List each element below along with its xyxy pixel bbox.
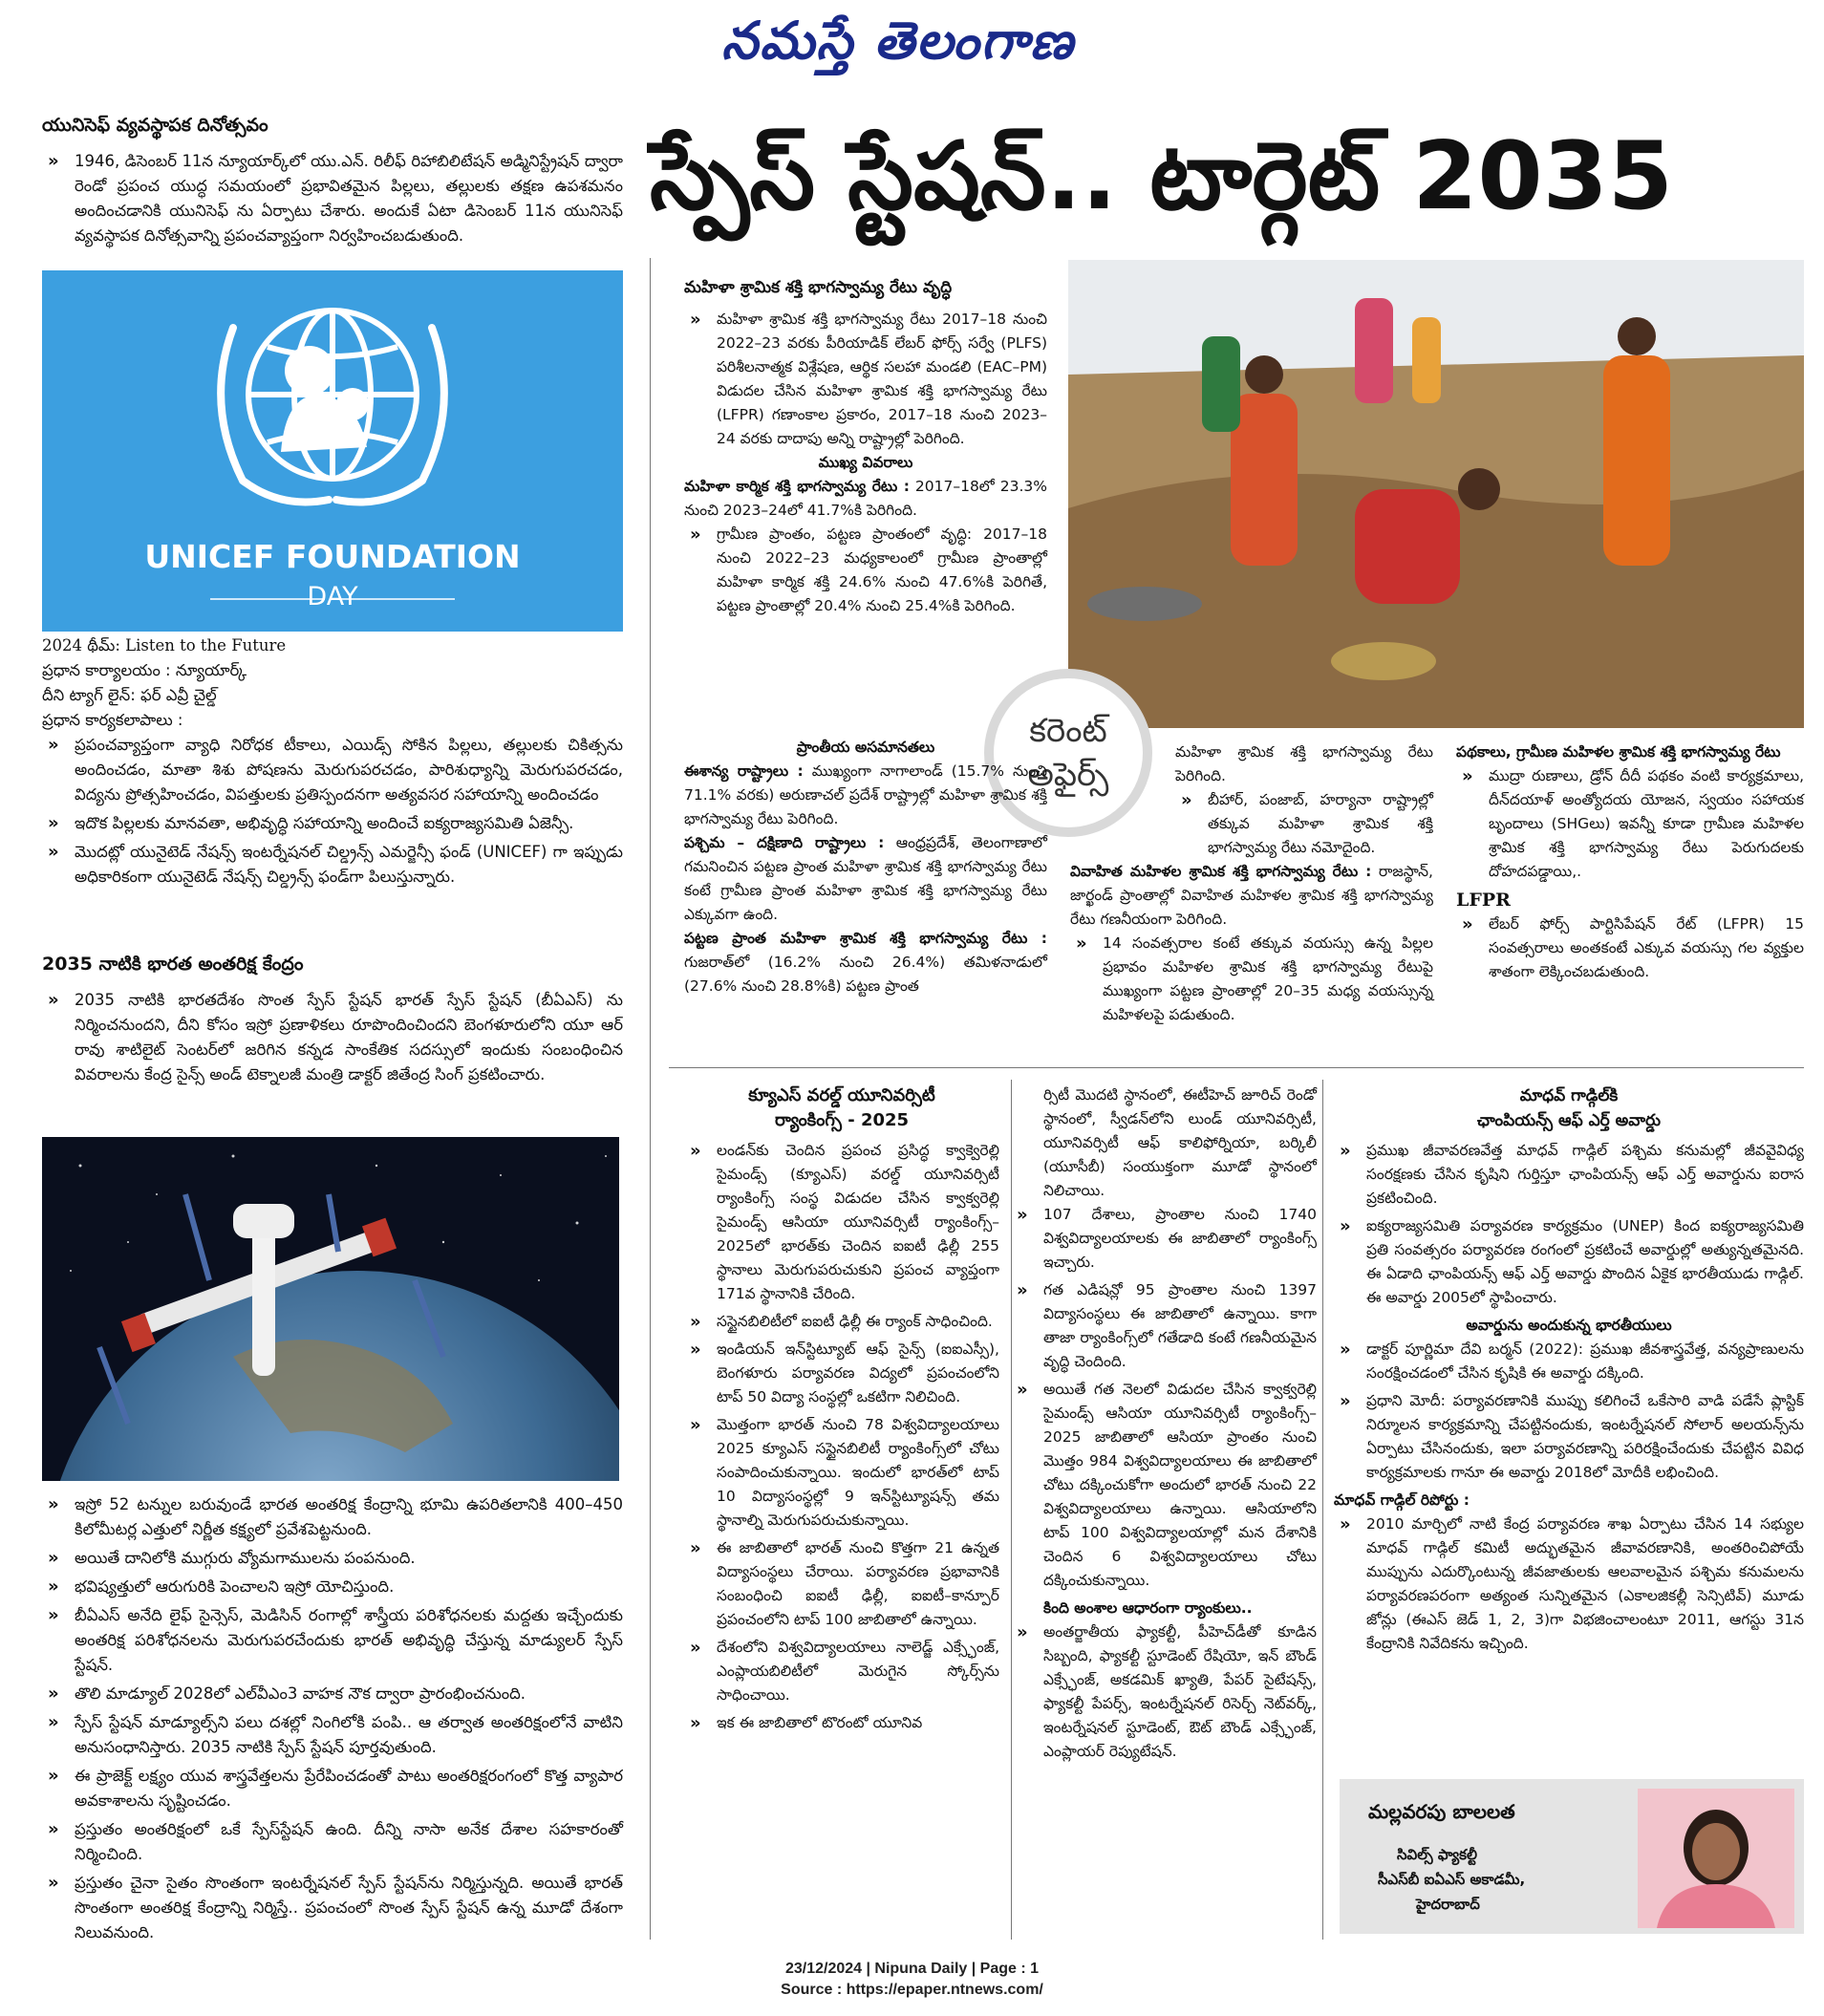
list-item: » 107 దేశాలు, ప్రాంతాల నుంచి 1740 విశ్వవిద్యాలయాలకు ఈ జాబితాలో ర్యాంకింగ్స్ ఇచ్చారు. — [1011, 1203, 1317, 1275]
women-detail1: 2017–18లో 23.3% నుంచి 2023–24లో 41.7%కి పెరిగింది. — [684, 478, 1047, 519]
list-item: » దేశంలోని విశ్వవిద్యాలయాలు నాలెడ్జ్ ఎక్స్ఛేంజ్, ఎంప్లాయబిలిటీలో మెరుగైన స్కోర్స్‌ను సాధించాయి. — [684, 1636, 999, 1707]
gadgil-points-list — [1334, 1139, 1804, 1310]
women-lfpr-section — [684, 275, 1047, 618]
current-affairs-line2: అఫైర్స్ — [1027, 756, 1109, 794]
women-lfpr: » లేబర్ ఫోర్స్ పార్టిసిపేషన్ రేట్ (LFPR) 15 సంవత్సరాలు అంతకంటే ఎక్కువ వయస్సు గల వ్యక్తుల శాతంగా లెక్కించబడుతుంది. — [1456, 912, 1804, 984]
qs-col2-cont: ర్సిటీ మొదటి స్థానంలో, ఈటీహెచ్ జూరిచ్ రెండో స్థానంలో, స్వీడన్‌లోని లుండ్ యూనివర్సిటీ, యూనివర్సిటీ ఆఫ్ కాలిఫోర్నియా, బర్కిలీ (యూసీబీ) సంయుక్తంగా మూడో స్థానంలో నిలిచాయి. — [1043, 1086, 1317, 1199]
women-regional-heading: ప్రాంతీయ అసమానతలు — [796, 739, 935, 756]
qs-heading-line1: క్యూఎస్ వరల్డ్ యూనివర్సిటీ — [748, 1085, 935, 1105]
list-item: » ఐక్యరాజ్యసమితి పర్యావరణ కార్యక్రమం (UNEP) కింద ఐక్యరాజ్యసమితి ప్రతి సంవత్సరం పర్యావరణ రంగంలో ప్రకటించే అవార్డుల్లో అత్యున్నతమైనది. ఈ ఏడాది ఛాంపియన్స్ ఆఫ్ ఎర్త్ అవార్డు పొందిన ఏకైక భారతీయుడు గాడ్గిల్. ఈ అవార్డు 2005లో స్థాపించారు. — [1334, 1214, 1804, 1310]
women-under14: » 14 సంవత్సరాల కంటే తక్కువ వయస్సు ఉన్న పిల్లల ప్రభావం మహిళల శ్రామిక శక్తి భాగస్వామ్య రేటుపై ముఖ్యంగా పట్టణ ప్రాంతాల్లో 20–35 మధ్య వయస్సున్న మహిళలపై పడుతుంది. — [1070, 932, 1433, 1027]
author-photo — [1638, 1789, 1794, 1928]
women-urban: గుజరాత్‌లో (16.2% నుంచి 26.4%) తమిళనాడులో (27.6% నుంచి 28.8%కి) పట్టణ ప్రాంత — [684, 954, 1047, 995]
women-married: రాజస్థాన్, జార్ఖండ్ ప్రాంతాల్లో వివాహిత మహిళల శ్రామిక శక్తి భాగస్వామ్య రేటు గణనీయంగా పెరిగింది. — [1070, 863, 1433, 928]
qs-heading-line2: ర్యాంకింగ్స్ - 2025 — [774, 1110, 910, 1130]
women-married-label: వివాహిత మహిళల శ్రామిక శక్తి భాగస్వామ్య రేటు : — [1070, 863, 1372, 880]
space-points — [42, 1492, 623, 1949]
unicef-emblem-icon — [42, 270, 623, 528]
women-northeast-label: ఈశాన్య రాష్ట్రాలు : — [684, 762, 804, 780]
unicef-intro: » 1946, డిసెంబర్ 11న న్యూయార్క్‌లో యు.ఎన్. రిలీఫ్ రిహాబిలిటేషన్ అడ్మినిస్ట్రేషన్ ద్వారా రెండో ప్రపంచ యుద్ధ సమయంలో ప్రభావితమైన పిల్లలు, తల్లులకు తక్షణ ఉపశమనం అందించడానికి యునిసెఫ్ ను ఏర్పాటు చేశారు. అందుకే ఏటా డిసెంబర్ 11న యునిసెఫ్ వ్యవస్థాపక దినోత్సవాన్ని ప్రపంచవ్యాప్తంగా నిర్వహించబడుతుంది. — [42, 149, 623, 248]
women-detail2: » గ్రామీణ ప్రాంతం, పట్టణ ప్రాంతంలో వృద్ధి: 2017–18 నుంచి 2022–23 మధ్యకాలంలో గ్రామీణ ప్రాంతాల్లో మహిళా కార్మిక శక్తి 24.6% నుంచి 47.6%కి పెరిగితే, పట్టణ ప్రాంతాల్లో 20.4% నుంచి 25.4%కి పెరిగింది. — [684, 523, 1047, 618]
list-item: » గత ఎడిషన్లో 95 ప్రాంతాల నుంచి 1397 విద్యాసంస్థలు ఈ జాబితాలో ఉన్నాయి. కాగా తాజా ర్యాంకింగ్స్‌లో గతేడాది కంటే గణనీయమైన వృద్ధి చెందింది. — [1011, 1278, 1317, 1374]
gadgil-heading-line2: ఛాంపియన్స్ ఆఫ్ ఎర్త్ అవార్డు — [1476, 1111, 1662, 1130]
women-intro: » మహిళా శ్రామిక శక్తి భాగస్వామ్య రేటు 2017–18 నుంచి 2022–23 వరకు పీరియాడిక్ లేబర్ ఫోర్స్ సర్వే (PLFS) పరిశీలనాత్మక విశ్లేషణ, ఆర్థిక సలహా మండలి (EAC–PM) విడుదల చేసిన మహిళా శ్రామిక శక్తి భాగస్వామ్య రేటు (LFPR) గణాంకాల ప్రకారం, 2017–18 నుంచి 2023–24 వరకు దాదాపు అన్ని రాష్ట్రాల్లో పెరిగింది. — [684, 308, 1047, 451]
unicef-facts — [42, 633, 623, 893]
author-box — [1340, 1779, 1804, 1934]
women-col2-a: మహిళా శ్రామిక శక్తి భాగస్వామ్య రేటు పెరిగింది. — [1175, 743, 1433, 784]
footer-date-line: 23/12/2024 | Nipuna Daily | Page : 1 — [784, 1961, 1040, 1977]
qs-points-list-1 — [684, 1139, 999, 1735]
unicef-section — [42, 113, 623, 248]
list-item: » సస్టైనబిలిటీలో ఐఐటీ ఢిల్లీ ఈ ర్యాంక్ సాధించింది. — [684, 1310, 999, 1334]
women-workers-photo — [1068, 260, 1804, 728]
qs-rankings-column2 — [1011, 1083, 1317, 1764]
unicef-image-day: DAY — [307, 582, 358, 611]
women-detail1-label: మహిళా కార్మిక శక్తి భాగస్వామ్య రేటు : — [684, 478, 910, 495]
column-divider — [1322, 1080, 1323, 1940]
list-item: » ప్రస్తుతం చైనా సైతం సొంతంగా ఇంటర్నేషనల్ స్పేస్ స్టేషన్‌ను నిర్మిస్తున్నది. అయితే భారత్ సొంతంగా అంతరిక్ష కేంద్రాన్ని నిర్మిస్తే.. ప్రపంచంలో సొంత స్పేస్ స్టేషన్ ఉన్న మూడో దేశంగా నిలువనుంది. — [42, 1871, 623, 1945]
list-item: » లండన్‌కు చెందిన ప్రపంచ ప్రసిద్ధ క్వాక్వెరెల్లి సైమండ్స్ (క్యూఎస్) వరల్డ్ యూనివర్సిటీ ర్యాంకింగ్స్ సంస్థ విడుదల చేసిన క్వాక్వరెల్లి సైమండ్స్ ఆసియా యూనివర్సిటీ ర్యాంకింగ్స్–2025లో భారత్‌కు చెందిన ఐఐటీ ఢిల్లీ 255 స్థానాలు మెరుగుపరుచుకుని ప్రపంచ వ్యాప్తంగా 171వ స్థానానికి చేరింది. — [684, 1139, 999, 1306]
qs-points-list-2 — [1011, 1203, 1317, 1593]
section-divider — [669, 1067, 1804, 1068]
qs-criteria: » అంతర్జాతీయ ఫ్యాకల్టీ, పీహెచ్‌డీతో కూడిన సిబ్బంది, ఫ్యాకల్టీ స్టూడెంట్ రేషియో, ఇన్ బౌండ్ ఎక్స్ఛేంజ్, అకడమిక్ ఖ్యాతి, పేపర్ సైటేషన్స్, ఫ్యాకల్టీ పేపర్స్, ఇంటర్నేషనల్ రిసెర్చ్ నెట్‌వర్క్, ఇంటర్నేషనల్ స్టూడెంట్, ఔట్ బౌండ్ ఎక్స్ఛేంజ్, ఎంప్లాయర్ రెప్యుటేషన్. — [1011, 1620, 1317, 1764]
unicef-heading: యునిసెఫ్ వ్యవస్థాపక దినోత్సవం — [42, 115, 268, 136]
list-item: » ప్రపంచవ్యాప్తంగా వ్యాధి నిరోధక టీకాలు, ఎయిడ్స్ సోకిన పిల్లలు, తల్లులకు చికిత్సను అందించడం, మాతా శిశు పోషణను మెరుగుపరచడం, పారిశుధ్యాన్ని మెరుగుపరచడం, విద్యను ప్రోత్సహించడం, విపత్తులకు ప్రతిస్పందనగా అత్యవసర సహాయాన్ని అందించడం — [42, 733, 623, 807]
space-heading: 2035 నాటికి భారత అంతరిక్ష కేంద్రం — [42, 954, 304, 975]
list-item: » స్పేస్ స్టేషన్ మాడ్యూల్స్‌ని పలు దశల్లో నింగిలోకి పంపి.. ఆ తర్వాత అంతరిక్షంలోనే వాటిని అనుసంధానిస్తారు. 2035 నాటికి స్పేస్ స్టేషన్ పూర్తవుతుంది. — [42, 1710, 623, 1760]
list-item: » ప్రముఖ జీవావరణవేత్త మాధవ్ గాడ్గిల్ పశ్చిమ కనుమల్లో జీవవైవిధ్య సంరక్షణకు చేసిన కృషిని గుర్తిస్తూ ఛాంపియన్స్ ఆఫ్ ఎర్త్ అవార్డును ఐరాస ప్రకటించింది. — [1334, 1139, 1804, 1211]
page-headline: స్పేస్ స్టేషన్.. టార్గెట్ 2035 — [650, 122, 1673, 231]
women-column2 — [1070, 740, 1433, 1027]
women-column3 — [1456, 740, 1804, 984]
space-station-image — [42, 1137, 619, 1481]
list-item: » ప్రస్తుతం అంతరిక్షంలో ఒకే స్పేస్‌స్టేషన్ ఉంది. దీన్ని నాసా అనేక దేశాల సహకారంతో నిర్మించింది. — [42, 1817, 623, 1867]
list-item: » ఈ ప్రాజెక్ట్ లక్ష్యం యువ శాస్త్రవేత్తలను ప్రేరేపించడంతో పాటు అంతరిక్షరంగంలో కొత్త వ్యాపార అవకాశాలను సృష్టించడం. — [42, 1764, 623, 1813]
space-points-list — [42, 1492, 623, 1945]
women-details-heading: ముఖ్య వివరాలు — [818, 454, 913, 471]
unicef-tagline: దీని ట్యాగ్ లైన్: ఫర్ ఎవ్రీ చైల్డ్ — [42, 686, 217, 704]
author-designation: సివిల్స్ ఫ్యాకల్టీ — [1397, 1846, 1478, 1863]
list-item: » ప్రధాని మోదీ: పర్యావరణానికి ముప్పు కలిగించే ఒకేసారి వాడి పడేసే ప్లాస్టిక్ నిర్మూలన కార్యక్రమాన్ని చేపట్టినందుకు, ఇంటర్నేషనల్ సోలార్ అలయన్స్‌ను ఏర్పాటు చేసినందుకు, ఇలా పర్యావరణాన్ని పరిరక్షించేందుకు చేపట్టిన వివిధ కార్యక్రమాలకు గానూ ఈ అవార్డు 2018లో మోదీకి లభించింది. — [1334, 1389, 1804, 1485]
gadgil-indians-heading: అవార్డును అందుకున్న భారతీయులు — [1466, 1317, 1672, 1334]
gadgil-indians-list — [1334, 1338, 1804, 1485]
gadgil-report: » 2010 మార్చిలో నాటి కేంద్ర పర్యావరణ శాఖ ఏర్పాటు చేసిన 14 సభ్యుల మాధవ్ గాడ్గిల్ కమిటీ అద్భుతమైన జీవావరణానికి, అంతరించిపోయే ముప్పును ఎదుర్కొంటున్న జీవజాతులకు ఆలవాలమైన పశ్చిమ కనుమలను పర్యావరణపరంగా అత్యంత సున్నితమైన (ఎకాలజికల్లీ సెన్సిటివ్) మూడు జోన్లు (ఈఎస్ జెడ్ 1, 2, 3)గా విభజించాలంటూ 2011, ఆగస్టు 31న కేంద్రానికి నివేదికను ఇచ్చింది. — [1334, 1512, 1804, 1656]
list-item: » మొత్తంగా భారత్ నుంచి 78 విశ్వవిద్యాలయాలు 2025 క్యూఎస్ సస్టైనబిలిటీ ర్యాంకింగ్స్‌లో చోటు సంపాదించుకున్నాయి. ఇందులో భారత్‌లో టాప్ 10 విద్యాసంస్థల్లో 9 ఇన్‌స్టిట్యూషన్స్ తమ స్థానాల్ని మెరుగుపరుచుకున్నాయి. — [684, 1413, 999, 1533]
list-item: » అయితే గత నెలలో విడుదల చేసిన క్వాక్వరెల్లి సైమండ్స్ ఆసియా యూనివర్సిటీ ర్యాంకింగ్స్–2025 జాబితాలో ఆసియా ప్రాంతం నుంచి మొత్తం 984 విశ్వవిద్యాలయాలు ఈ జాబితాలో చోటు దక్కించుకోగా అందులో భారత్ నుంచి 22 విశ్వవిద్యాలయాలు ఉన్నాయి. ఆసియాలోని టాప్ 100 విశ్వవిద్యాలయాల్లో మన దేశానికి చెందిన 6 విశ్వవిద్యాలయాలు చోటు దక్కించుకున్నాయి. — [1011, 1378, 1317, 1593]
women-lfpr-heading: LFPR — [1456, 890, 1511, 911]
column-divider — [650, 258, 651, 1940]
space-intro: » 2035 నాటికి భారతదేశం సొంత స్పేస్ స్టేషన్ భారత్ స్పేస్ స్టేషన్ (బీఏఎస్) ను నిర్మించనుందని, దీని కోసం ఇస్రో ప్రణాళికలు రూపొందించిందని బెంగళూరులోని యూ ఆర్ రావు శాటిలైట్ సెంటర్‌లో జరిగిన కన్నడ సాంకేతిక సదస్సులో ఇందుకు సంబంధించిన వివరాలను కేంద్ర సైన్స్ అండ్ టెక్నాలజీ మంత్రి డాక్టర్ జితేంద్ర సింగ్ ప్రకటించారు. — [42, 988, 623, 1087]
unicef-activities-list — [42, 733, 623, 890]
list-item: » ఇండియన్ ఇన్‌స్టిట్యూట్ ఆఫ్ సైన్స్ (ఐఐఎస్సీ), బెంగళూరు పర్యావరణ విద్యలో ప్రపంచంలోని టాప్ 50 విద్యా సంస్థల్లో ఒకటిగా నిలిచింది. — [684, 1338, 999, 1409]
author-city: హైదరాబాద్ — [1416, 1896, 1480, 1913]
gadgil-report-heading: మాధవ్ గాడ్గిల్ రిపోర్టు : — [1334, 1491, 1470, 1509]
list-item: » డాక్టర్ పూర్ణిమా దేవి బర్మన్ (2022): ప్రముఖ జీవశాస్త్రవేత్త, వన్యప్రాణులను సంరక్షించడంలో చేసిన కృషికి ఈ అవార్డు దక్కింది. — [1334, 1338, 1804, 1385]
unicef-theme: 2024 థీమ్: Listen to the Future — [42, 636, 287, 654]
list-item: » ఇక ఈ జాబితాలో టొరంటో యూనివ — [684, 1711, 999, 1735]
women-col2-b: » బీహార్, పంజాబ్, హర్యానా రాష్ట్రాల్లో తక్కువ మహిళా శ్రామిక శక్తి భాగస్వామ్య రేటు నమోదైంది. — [1175, 788, 1433, 860]
women-northeast: ముఖ్యంగా నాగాలాండ్ (15.7% నుంచి 71.1% వరకు) అరుణాచల్ ప్రదేశ్ రాష్ట్రాల్లో మహిళా శ్రామిక శక్తి భాగస్వామ్య రేటు పెరిగింది. — [684, 762, 1047, 827]
women-west-label: పశ్చిమ – దక్షిణాది రాష్ట్రాలు : — [684, 834, 885, 851]
unicef-hq: ప్రధాన కార్యాలయం : న్యూయార్క్ — [42, 661, 247, 679]
gadgil-heading-line1: మాధవ్ గాడ్గిల్‌కి — [1519, 1086, 1619, 1105]
women-west: ఆంధ్రప్రదేశ్, తెలంగాణాలో గమనించిన పట్టణ ప్రాంత మహిళా శ్రామిక శక్తి భాగస్వామ్య రేటు కంటే గ్రామీణ ప్రాంత మహిళా శ్రామిక శక్తి భాగస్వామ్య రేటు ఎక్కువగా ఉంది. — [684, 834, 1047, 923]
list-item: » తొలి మాడ్యూల్ 2028లో ఎల్‌వీఎం3 వాహక నౌక ద్వారా ప్రారంభించనుంది. — [42, 1682, 623, 1706]
qs-criteria-heading: కింది అంశాల ఆధారంగా ర్యాంకులు.. — [1043, 1599, 1253, 1617]
unicef-image-title: UNICEF FOUNDATION — [144, 538, 521, 575]
current-affairs-line1: కరెంట్ — [1029, 712, 1107, 750]
list-item: » మొదట్లో యునైటెడ్ నేషన్స్ ఇంటర్నేషనల్ చిల్డ్రన్స్ ఎమర్జెన్సీ ఫండ్ (UNICEF) గా ఇప్పుడు అధికారికంగా యునైటెడ్ నేషన్స్ చిల్డ్రన్స్ ఫండ్‌గా పిలుస్తున్నారు. — [42, 840, 623, 890]
women-schemes: » ముద్రా రుణాలు, డ్రోన్ దీదీ పథకం వంటి కార్యక్రమాలు, దీన్‌దయాళ్ అంత్యోదయ యోజన, స్వయం సహాయక బృందాలు (SHGలు) ఇవన్నీ కూడా గ్రామీణ మహిళల శ్రామిక శక్తి భాగస్వామ్య రేటు పెరుగుదలకు దోహదపడ్డాయి,. — [1456, 764, 1804, 884]
space-section — [42, 952, 623, 1087]
unicef-foundation-image — [42, 270, 623, 632]
list-item: » ఇదొక పిల్లలకు మానవతా, అభివృద్ధి సహాయాన్ని అందించే ఐక్యరాజ్యసమితి ఏజెన్సీ. — [42, 811, 623, 836]
women-regional — [684, 736, 1047, 998]
qs-rankings-column1 — [684, 1083, 999, 1739]
unicef-activities-label: ప్రధాన కార్యకలాపాలు : — [42, 711, 183, 729]
list-item: » ఈ జాబితాలో భారత్ నుంచి కొత్తగా 21 ఉన్నత విద్యాసంస్థలు చేరాయి. పర్యావరణ ప్రభావానికి సంబంధించి ఐఐటీ ఢిల్లీ, ఐఐటీ–కాన్పూర్ ప్రపంచంలోని టాప్ 100 జాబితాలో ఉన్నాయి. — [684, 1536, 999, 1632]
list-item: » ఇస్రో 52 టన్నుల బరువుండే భారత అంతరిక్ష కేంద్రాన్ని భూమి ఉపరితలానికి 400–450 కిలోమీటర్ల ఎత్తులో నిర్ణీత కక్ష్యలో ప్రవేశపెట్టనుంది. — [42, 1492, 623, 1542]
women-heading: మహిళా శ్రామిక శక్తి భాగస్వామ్య రేటు వృద్ధి — [684, 278, 953, 297]
women-urban-label: పట్టణ ప్రాంత మహిళా శ్రామిక శక్తి భాగస్వామ్య రేటు : — [684, 930, 1047, 947]
footer-source-link[interactable]: Source : https://epaper.ntnews.com/ — [781, 1982, 1043, 1998]
list-item: » బీఏఎస్ అనేది లైఫ్ సైన్సెస్, మెడిసిన్ రంగాల్లో శాస్త్రీయ పరిశోధనలకు మద్దతు ఇచ్చేందుకు అంతరిక్ష పరిశోధనలను మెరుగుపరచేందుకు భారత్ అభివృద్ధి చేస్తున్న మాడ్యులర్ స్పేస్ స్టేషన్. — [42, 1603, 623, 1678]
author-name: మల్లవరపు బాలలత — [1368, 1800, 1515, 1823]
list-item: » అయితే దానిలోకి ముగ్గురు వ్యోమగాములను పంపనుంది. — [42, 1546, 623, 1571]
list-item: » భవిష్యత్తులో ఆరుగురికి పెంచాలని ఇస్రో యోచిస్తుంది. — [42, 1575, 623, 1599]
author-institute: సీఎస్‌బీ ఐఏఎస్ అకాడమీ, — [1378, 1871, 1526, 1888]
masthead-logo: నమస్తే తెలంగాణ — [721, 10, 1075, 71]
women-schemes-heading: పథకాలు, గ్రామీణ మహిళల శ్రామిక శక్తి భాగస్వామ్య రేటు — [1456, 743, 1781, 761]
gadgil-section — [1334, 1083, 1804, 1656]
